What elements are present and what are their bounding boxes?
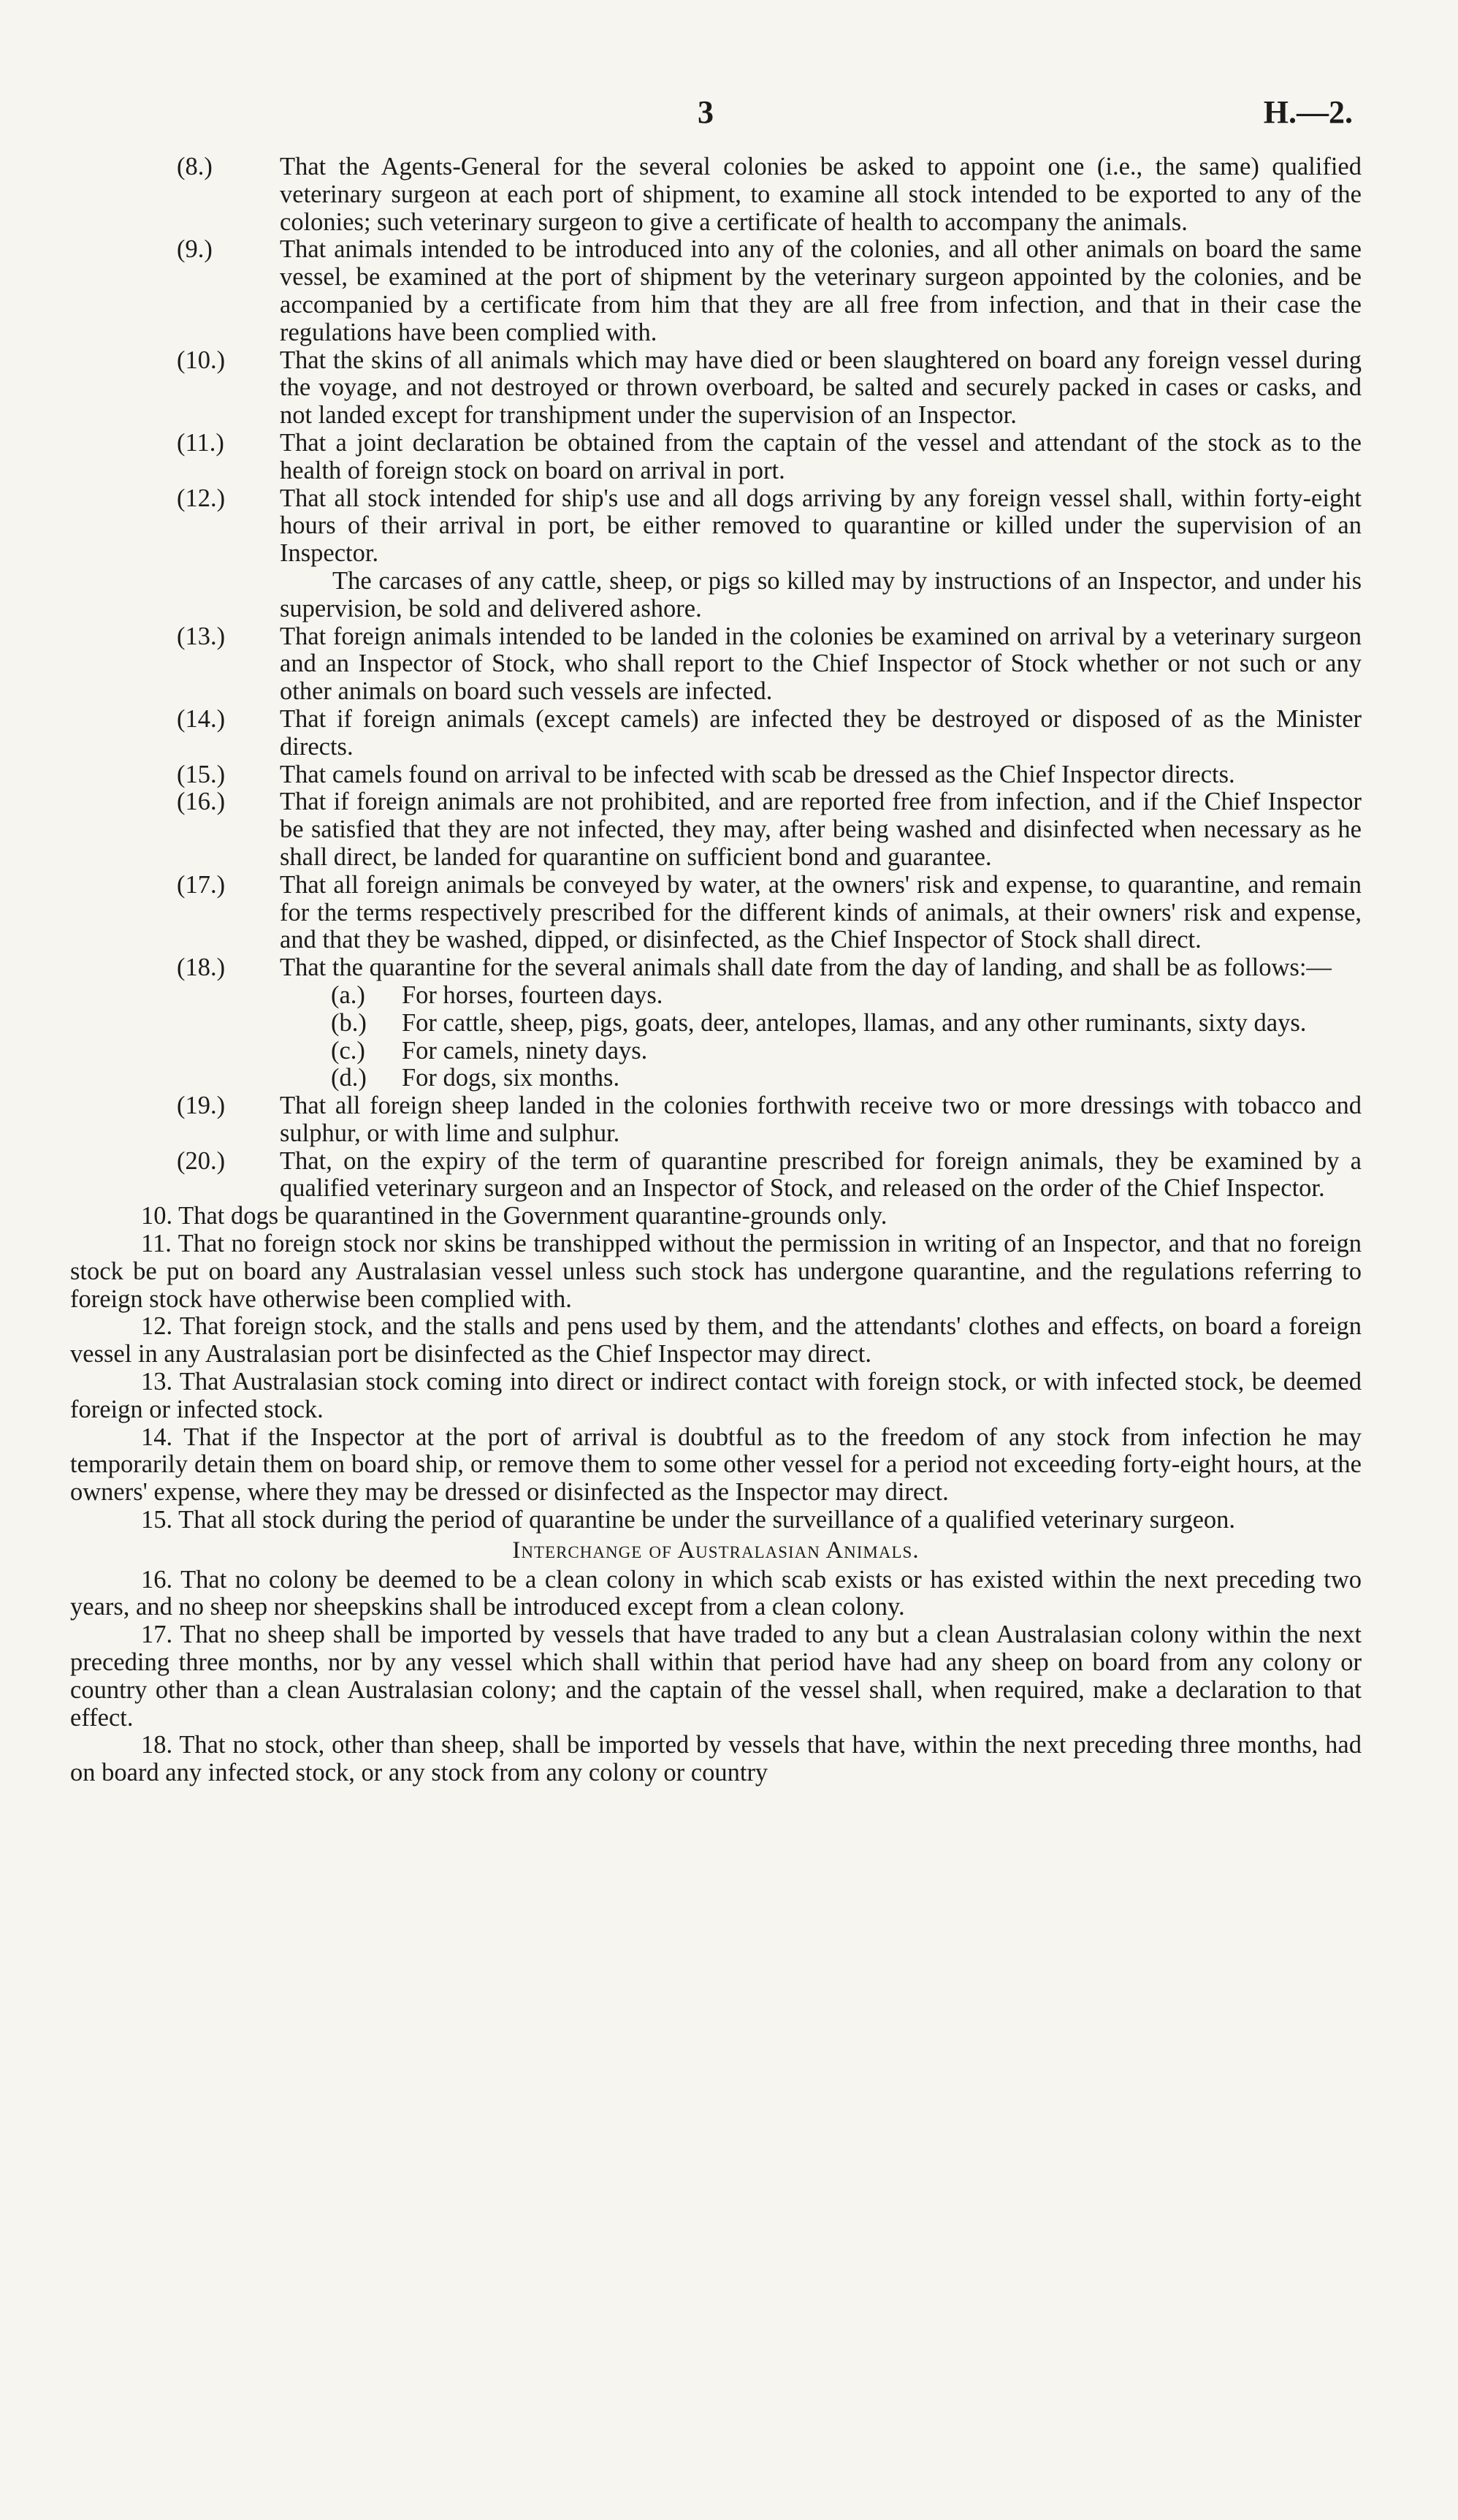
clause-text: That, on the expiry of the term of quarantine prescribed for foreign animals, they be examined by a qualified veterinary surgeon and an Inspector of Stock, and released on the order of the Chief Inspector.: [280, 1146, 1362, 1203]
numbered-paragraph: 14. That if the Inspector at the port of arrival is doubtful as to the freedom of any stock from infection he may temporarily detain them on board ship, or remove them to some other vessel for a period not exceeding forty-eight hours, at the owners' expense, where they may be dressed or disinfected as the Inspector may direct.: [70, 1423, 1362, 1507]
clause-number: (14.): [177, 704, 226, 733]
clause-item: [70, 236, 1362, 346]
numbered-paragraph: 13. That Australasian stock coming into direct or indirect contact with foreign stock, or with infected stock, be deemed foreign or infected stock.: [70, 1368, 1362, 1423]
clause-number: (19.): [177, 1092, 226, 1120]
clause-text: That all foreign animals be conveyed by water, at the owners' risk and expense, to quarantine, and remain for the terms respectively prescribed for the different kinds of animals, at their owners' risk and expense, and that they be washed, dipped, or disinfected, as the Chief Inspector of Stock shall direct.: [280, 870, 1362, 954]
clause-number: (16.): [177, 788, 226, 816]
clause-number: (15.): [177, 760, 226, 788]
clause-text: That if foreign animals are not prohibited, and are reported free from infection, and if the Chief Inspector be satisfied that they are not infected, they may, after being washed and disinfected when necessary as he shall direct, be landed for quarantine on sufficient bond and guarantee.: [280, 788, 1362, 871]
clause-item: [70, 347, 1362, 430]
clause-number: (12.): [177, 484, 226, 512]
quarantine-subitem: [70, 1010, 1362, 1038]
subitem-text: For horses, fourteen days.: [402, 981, 663, 1009]
clause-number: (10.): [177, 346, 226, 374]
clause-number: (8.): [177, 153, 213, 180]
subitem-text: For dogs, six months.: [402, 1064, 620, 1092]
subitem-letter: (d.): [331, 1064, 367, 1092]
clause-text: That the quarantine for the several animals shall date from the day of landing, and shall be as follows:—: [280, 953, 1332, 982]
clause-item: [70, 1092, 1362, 1148]
document-body: [70, 153, 1362, 1787]
clause-subparagraph: The carcases of any cattle, sheep, or pigs so killed may by instructions of an Inspector, and under his supervision, be sold and delivered ashore.: [280, 566, 1362, 623]
clause-number: (20.): [177, 1146, 226, 1175]
clause-number: (9.): [177, 235, 213, 264]
clause-item: [70, 623, 1362, 706]
quarantine-subitem: [70, 1065, 1362, 1092]
clause-number: (17.): [177, 870, 226, 899]
subitem-text: For camels, ninety days.: [402, 1036, 648, 1065]
clause-text: That foreign animals intended to be landed in the colonies be examined on arrival by a veterinary surgeon and an Inspector of Stock, who shall report to the Chief Inspector of Stock whether or not such or any other animals on board such vessels are infected.: [280, 622, 1362, 706]
clause-item: [70, 485, 1362, 623]
clause-text: That animals intended to be introduced into any of the colonies, and all other animals on board the same vessel, be examined at the port of shipment by the veterinary surgeon appointed by the colonies, and be accompanied by a certificate from him that they are all free from infection, and that in their case the regulations have been complied with.: [280, 235, 1362, 346]
subitem-text: For cattle, sheep, pigs, goats, deer, antelopes, llamas, and any other ruminants, sixty days.: [402, 1008, 1307, 1037]
clause-text: That if foreign animals (except camels) are infected they be destroyed or disposed of as the Minister directs.: [280, 704, 1362, 761]
section-heading: Interchange of Australasian Animals.: [512, 1537, 920, 1564]
clause-text: That all foreign sheep landed in the colonies forthwith receive two or more dressings with tobacco and sulphur, or with lime and sulphur.: [280, 1092, 1362, 1147]
clause-item: [70, 761, 1362, 789]
numbered-paragraph: 11. That no foreign stock nor skins be transhipped without the permission in writing of an Inspector, and that no foreign stock be put on board any Australasian vessel unless such stock has undergone quarantine, and the regulations referring to foreign stock have otherwise been complied with.: [70, 1230, 1362, 1313]
clause-text: That the Agents-General for the several colonies be asked to appoint one (i.e., the same) qualified veterinary surgeon at each port of shipment, to examine all stock intended to be exported to any of the colonies; such veterinary surgeon to give a certificate of health to accompany the animals.: [280, 153, 1362, 236]
numbered-paragraph: 17. That no sheep shall be imported by vessels that have traded to any but a clean Australasian colony within the next preceding three months, nor by any vessel which shall within that period have had any sheep on board from any colony or country other than a clean Australasian colony; and the captain of the vessel shall, when required, make a declaration to that effect.: [70, 1621, 1362, 1732]
clause-number: (18.): [177, 953, 226, 982]
numbered-paragraph: 15. That all stock during the period of quarantine be under the surveillance of a qualified veterinary surgeon.: [141, 1506, 1236, 1534]
clause-item: [70, 1148, 1362, 1203]
clause-text: That a joint declaration be obtained from the captain of the vessel and attendant of the stock as to the health of foreign stock on board on arrival in port.: [280, 428, 1362, 484]
numbered-paragraph: 18. That no stock, other than sheep, shall be imported by vessels that have, within the next preceding three months, had on board any infected stock, or any stock from any colony or country: [70, 1731, 1362, 1787]
clause-item: [70, 153, 1362, 236]
clause-text: That all stock intended for ship's use and all dogs arriving by any foreign vessel shall, within forty-eight hours of their arrival in port, be either removed to quarantine or killed under the supervision of an Inspector.: [280, 484, 1362, 568]
clause-text: That camels found on arrival to be infected with scab be dressed as the Chief Inspector directs.: [280, 760, 1235, 788]
clause-item: [70, 430, 1362, 485]
clause-number: (11.): [177, 428, 224, 457]
clause-text: That the skins of all animals which may have died or been slaughtered on board any foreign vessel during the voyage, and not destroyed or thrown overboard, be salted and securely packed in cases or casks, and not landed except for transhipment under the supervision of an Inspector.: [280, 346, 1362, 430]
numbered-paragraph: 16. That no colony be deemed to be a clean colony in which scab exists or has existed within the next preceding two years, and no sheep nor sheepskins shall be introduced except from a clean colony.: [70, 1565, 1362, 1621]
clause-item: [70, 954, 1362, 982]
quarantine-subitem: [70, 1038, 1362, 1065]
quarantine-subitem: [70, 982, 1362, 1010]
page-header: [0, 94, 1458, 137]
clause-number: (13.): [177, 622, 226, 650]
document-reference: H.—2.: [1263, 94, 1353, 130]
subitem-letter: (a.): [331, 981, 365, 1009]
numbered-paragraph: 10. That dogs be quarantined in the Government quarantine-grounds only.: [141, 1202, 888, 1230]
subitem-letter: (b.): [331, 1008, 367, 1037]
clause-item: [70, 788, 1362, 871]
numbered-paragraph: 12. That foreign stock, and the stalls and pens used by them, and the attendants' clothes and effects, on board a foreign vessel in any Australasian port be disinfected as the Chief Inspector may direct.: [70, 1312, 1362, 1369]
subitem-letter: (c.): [331, 1036, 365, 1065]
page-number: 3: [698, 94, 714, 130]
clause-item: [70, 872, 1362, 954]
clause-item: [70, 706, 1362, 761]
